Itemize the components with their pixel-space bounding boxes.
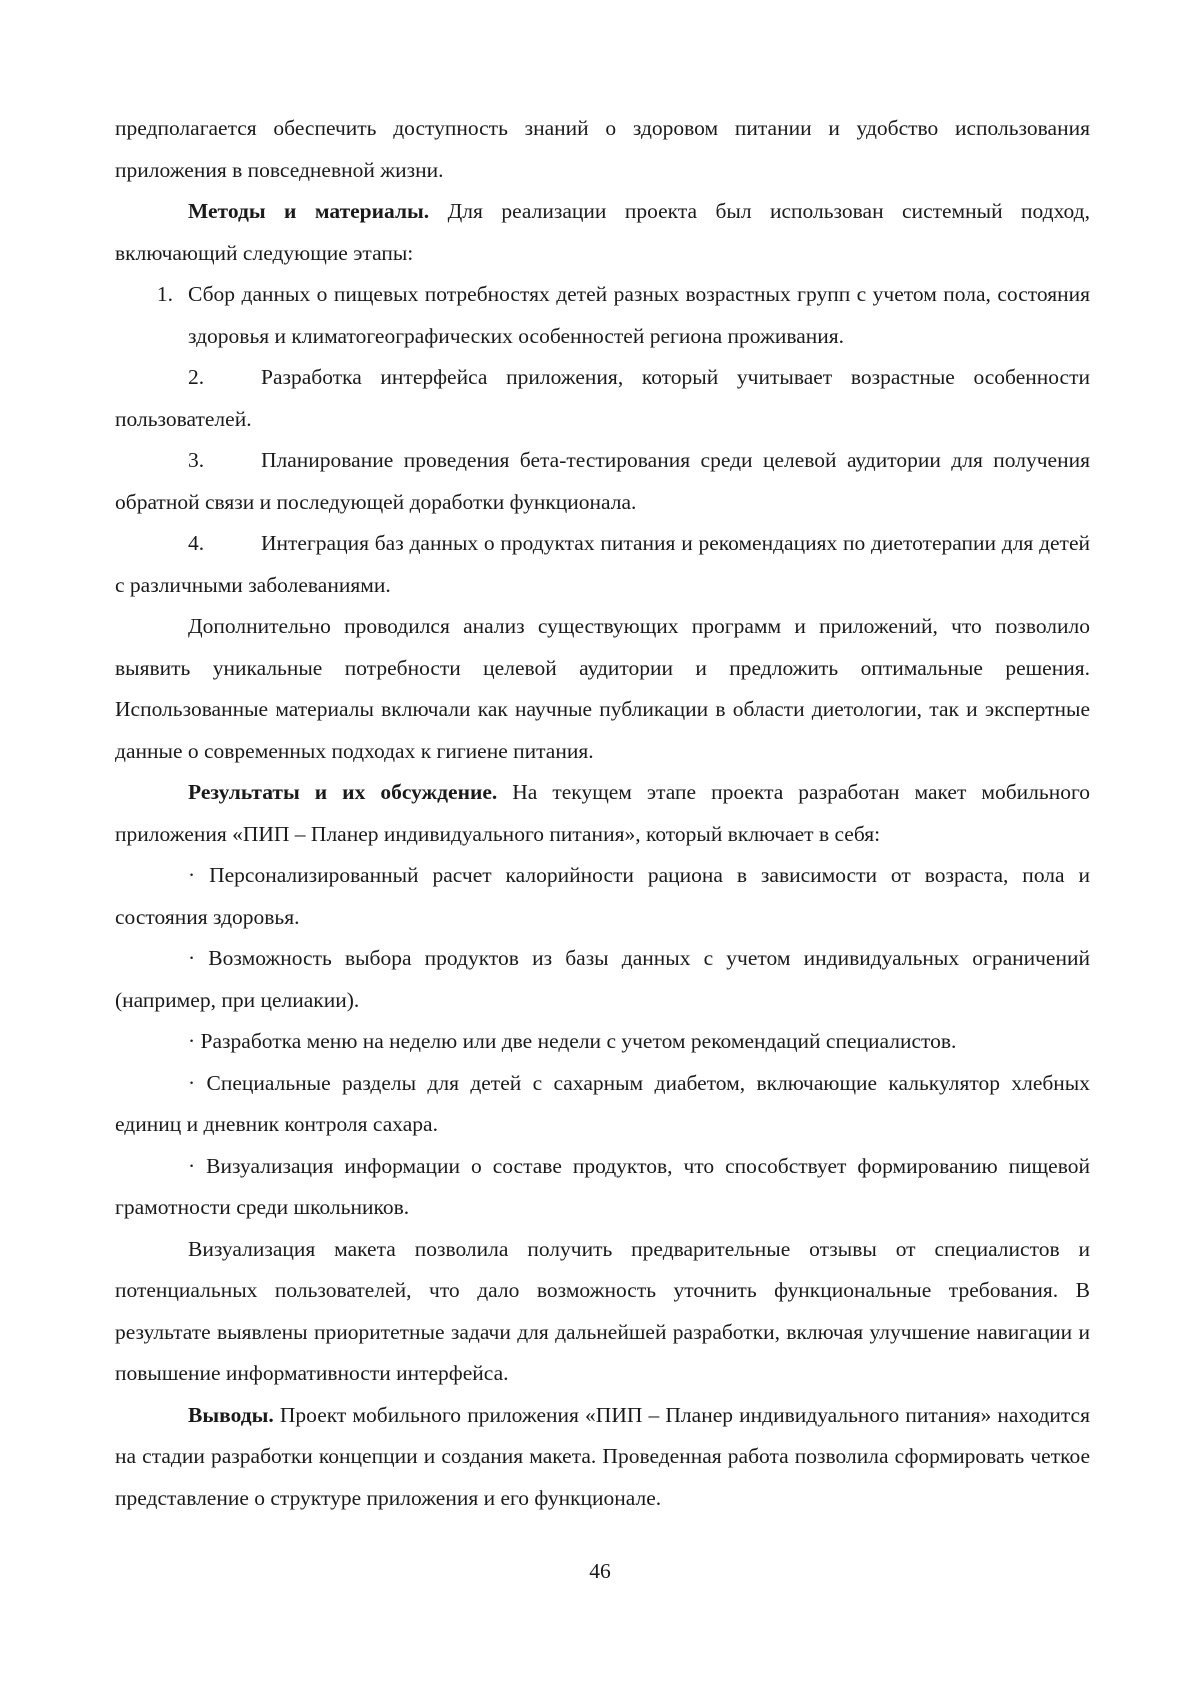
step-number-4: 4. bbox=[188, 523, 261, 565]
step-text-1: Сбор данных о пищевых потребностях детей разных возрастных групп с учетом пола, состояния здоровья и климатогеографических особенностей региона проживания. bbox=[188, 274, 1090, 357]
methods-text: Для реализации проекта был использован системный подход, включающий следующие этапы: bbox=[115, 199, 1090, 265]
conclusions-paragraph bbox=[115, 1395, 1090, 1520]
step-number-3: 3. bbox=[188, 440, 261, 482]
feature-item-1: · Персонализированный расчет калорийности рациона в зависимости от возраста, пола и состояния здоровья. bbox=[115, 855, 1090, 938]
step-number-2: 2. bbox=[188, 357, 261, 399]
results-paragraph bbox=[115, 772, 1090, 855]
feedback-paragraph: Визуализация макета позволила получить предварительные отзывы от специалистов и потенциальных пользователей, что дало возможность уточнить функциональные требования. В результате выявлены приоритетные задачи для дальнейшей разработки, включая улучшение навигации и повышение информативности интерфейса. bbox=[115, 1229, 1090, 1395]
feature-item-4: · Специальные разделы для детей с сахарным диабетом, включающие калькулятор хлебных единиц и дневник контроля сахара. bbox=[115, 1063, 1090, 1146]
results-text: На текущем этапе проекта разработан макет мобильного приложения «ПИП – Планер индивидуального питания», который включает в себя: bbox=[115, 780, 1090, 846]
step-item-3 bbox=[115, 440, 1090, 523]
step-number-1: 1. bbox=[115, 274, 188, 316]
step-text-4: Интеграция баз данных о продуктах питания и рекомендациях по диетотерапии для детей с различными заболеваниями. bbox=[115, 531, 1090, 597]
step-text-2: Разработка интерфейса приложения, который учитывает возрастные особенности пользователей. bbox=[115, 365, 1090, 431]
results-heading: Результаты и их обсуждение. bbox=[188, 780, 497, 804]
intro-paragraph: предполагается обеспечить доступность знаний о здоровом питании и удобство использования приложения в повседневной жизни. bbox=[115, 108, 1090, 191]
conclusions-text: Проект мобильного приложения «ПИП – Планер индивидуального питания» находится на стадии разработки концепции и создания макета. Проведенная работа позволила сформировать четкое представление о структуре приложения и его функционале. bbox=[115, 1403, 1090, 1510]
document-page bbox=[115, 108, 1090, 1519]
feature-item-3: · Разработка меню на неделю или две недели с учетом рекомендаций специалистов. bbox=[115, 1021, 1090, 1063]
step-item-2 bbox=[115, 357, 1090, 440]
step-text-3: Планирование проведения бета-тестирования среди целевой аудитории для получения обратной связи и последующей доработки функционала. bbox=[115, 448, 1090, 514]
analysis-paragraph: Дополнительно проводился анализ существующих программ и приложений, что позволило выявить уникальные потребности целевой аудитории и предложить оптимальные решения. Использованные материалы включали как научные публикации в области диетологии, так и экспертные данные о современных подходах к гигиене питания. bbox=[115, 606, 1090, 772]
feature-item-5: · Визуализация информации о составе продуктов, что способствует формированию пищевой грамотности среди школьников. bbox=[115, 1146, 1090, 1229]
methods-paragraph bbox=[115, 191, 1090, 274]
step-item-4 bbox=[115, 523, 1090, 606]
step-item-1 bbox=[115, 274, 1090, 357]
methods-heading: Методы и материалы. bbox=[188, 199, 429, 223]
conclusions-heading: Выводы. bbox=[188, 1403, 274, 1427]
feature-item-2: · Возможность выбора продуктов из базы данных с учетом индивидуальных ограничений (например, при целиакии). bbox=[115, 938, 1090, 1021]
page-number: 46 bbox=[0, 1556, 1200, 1586]
